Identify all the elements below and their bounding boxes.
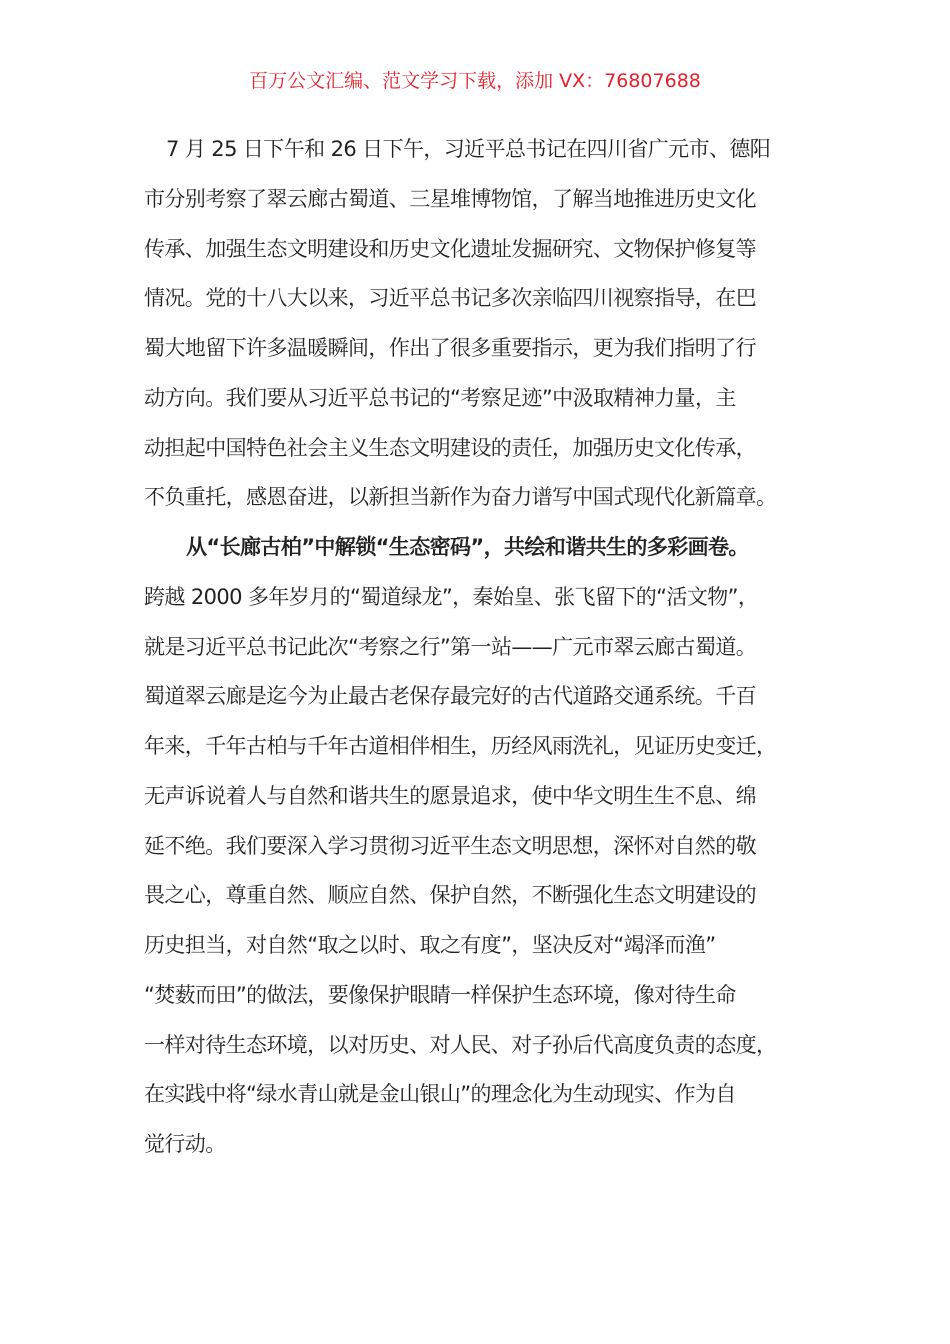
section-heading: 从“长廊古柏”中解锁“生态密码”，共绘和谐共生的多彩画卷。 bbox=[186, 535, 749, 559]
paragraph-line: 觉行动。 bbox=[144, 1132, 226, 1156]
paragraph-line: 一样对待生态环境，以对历史、对人民、对子孙后代高度负责的态度， bbox=[144, 1032, 777, 1057]
paragraph-line: 就是习近平总书记此次“考察之行”第一站——广元市翠云廊古蜀道。 bbox=[144, 634, 757, 659]
paragraph-line: 不负重托，感恩奋进，以新担当新作为奋力谱写中国式现代化新篇章。 bbox=[144, 485, 777, 510]
paragraph-line: 畏之心，尊重自然、顺应自然、保护自然，不断强化生态文明建设的 bbox=[144, 883, 756, 908]
paragraph-line: 传承、加强生态文明建设和历史文化遗址发掘研究、文物保护修复等 bbox=[144, 236, 756, 261]
paragraph-line: 延不绝。我们要深入学习贯彻习近平生态文明思想，深怀对自然的敬 bbox=[144, 833, 756, 858]
paragraph-line: 历史担当，对自然“取之以时、取之有度”，坚决反对“竭泽而渔” bbox=[144, 933, 716, 957]
paragraph-line: 情况。党的十八大以来，习近平总书记多次亲临四川视察指导，在巴 bbox=[144, 286, 756, 311]
paragraph-line: 7 月 25 日下午和 26 日下午，习近平总书记在四川省广元市、德阳 bbox=[166, 137, 771, 161]
paragraph-line: 市分别考察了翠云廊古蜀道、三星堆博物馆，了解当地推进历史文化 bbox=[144, 186, 756, 211]
paragraph-line: “焚薮而田”的做法，要像保护眼睛一样保护生态环境，像对待生命 bbox=[144, 982, 736, 1007]
paragraph-line: 动方向。我们要从习近平总书记的“考察足迹”中汲取精神力量，主 bbox=[144, 385, 736, 410]
paragraph-line: 蜀大地留下许多温暖瞬间，作出了很多重要指示，更为我们指明了行 bbox=[144, 336, 756, 360]
watermark-header: 百万公文汇编、范文学习下载，添加 VX：76807688 bbox=[249, 70, 701, 92]
paragraph-line: 动担起中国特色社会主义生态文明建设的责任，加强历史文化传承， bbox=[144, 435, 756, 460]
paragraph-line: 年来，千年古柏与千年古道相伴相生，历经风雨洗礼，见证历史变迁， bbox=[144, 734, 777, 758]
paragraph-line: 蜀道翠云廊是迄今为止最古老保存最完好的古代道路交通系统。千百 bbox=[144, 684, 756, 709]
paragraph-line: 在实践中将“绿水青山就是金山银山”的理念化为生动现实、作为自 bbox=[144, 1082, 736, 1107]
document-body bbox=[144, 125, 824, 1170]
paragraph-line: 跨越 2000 多年岁月的“蜀道绿龙”，秦始皇、张飞留下的“活文物”， bbox=[144, 584, 759, 609]
paragraph-line: 无声诉说着人与自然和谐共生的愿景追求，使中华文明生生不息、绵 bbox=[144, 783, 756, 808]
